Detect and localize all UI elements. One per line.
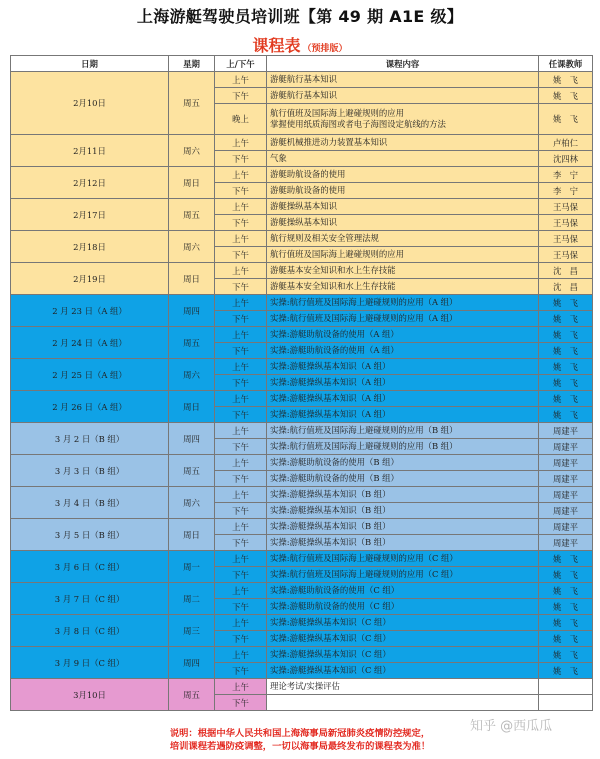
period-cell: 上午 (215, 423, 267, 439)
content-cell (267, 279, 539, 295)
content-line: 气象 (270, 153, 287, 163)
watermark: 知乎 @西瓜瓜 (470, 719, 553, 734)
date-cell: 3 月 8 日（C 组） (11, 615, 169, 647)
weekday-cell: 周日 (169, 391, 215, 423)
teacher-cell: 姚 飞 (539, 88, 593, 104)
teacher-cell: 姚 飞 (539, 391, 593, 407)
teacher-cell: 卢柏仁 (539, 135, 593, 151)
table-row (11, 295, 593, 311)
content-cell (267, 487, 539, 503)
content-line: 游艇基本安全知识和水上生存技能 (270, 265, 396, 275)
content-line: 实操:航行值班及国际海上避碰规则的应用（A 组） (270, 297, 458, 307)
content-line: 实操:航行值班及国际海上避碰规则的应用（A 组） (270, 313, 458, 323)
content-cell (267, 407, 539, 423)
period-cell: 下午 (215, 567, 267, 583)
content-cell (267, 231, 539, 247)
date-cell: 3月10日 (11, 679, 169, 711)
page-title: 上海游艇驾驶员培训班【第 49 期 A1E 级】 (136, 7, 464, 26)
weekday-cell: 周四 (169, 647, 215, 679)
period-cell: 上午 (215, 167, 267, 183)
period-cell: 下午 (215, 183, 267, 199)
table-row (11, 423, 593, 439)
table-row (11, 583, 593, 599)
teacher-cell: 姚 飞 (539, 647, 593, 663)
period-cell: 下午 (215, 247, 267, 263)
period-cell: 下午 (215, 439, 267, 455)
content-line: 游艇航行基本知识 (270, 74, 337, 84)
subtitle-text: 课程表 (252, 36, 301, 55)
content-cell (267, 567, 539, 583)
period-cell: 上午 (215, 647, 267, 663)
teacher-cell: 王马保 (539, 215, 593, 231)
teacher-cell: 姚 飞 (539, 583, 593, 599)
weekday-cell: 周六 (169, 135, 215, 167)
weekday-cell: 周六 (169, 487, 215, 519)
content-line: 游艇操纵基本知识 (270, 201, 337, 211)
teacher-cell: 周建平 (539, 439, 593, 455)
content-cell (267, 199, 539, 215)
period-cell: 上午 (215, 231, 267, 247)
date-cell: 2月19日 (11, 263, 169, 295)
content-cell (267, 88, 539, 104)
period-cell: 上午 (215, 199, 267, 215)
note-line-1: 说明：根据中华人民共和国上海海事局新冠肺炎疫情防控规定， (169, 728, 431, 739)
period-cell: 下午 (215, 88, 267, 104)
period-cell: 上午 (215, 487, 267, 503)
content-cell (267, 167, 539, 183)
period-cell: 下午 (215, 279, 267, 295)
date-cell: 2月17日 (11, 199, 169, 231)
footer-note (0, 727, 600, 753)
period-cell: 上午 (215, 359, 267, 375)
date-cell: 2月12日 (11, 167, 169, 199)
content-line: 实操:游艇操纵基本知识（C 组） (270, 649, 391, 659)
teacher-cell: 姚 飞 (539, 407, 593, 423)
table-row (11, 263, 593, 279)
date-cell: 3 月 5 日（B 组） (11, 519, 169, 551)
weekday-cell: 周五 (169, 199, 215, 231)
content-line: 实操:游艇操纵基本知识（B 组） (270, 489, 391, 499)
table-row (11, 231, 593, 247)
content-line: 实操:游艇助航设备的使用（B 组） (270, 457, 399, 467)
content-cell (267, 471, 539, 487)
date-cell: 3 月 3 日（B 组） (11, 455, 169, 487)
period-cell: 晚上 (215, 104, 267, 135)
content-cell (267, 503, 539, 519)
page-subtitle (0, 33, 600, 56)
content-line: 游艇航行基本知识 (270, 90, 337, 100)
content-line: 实操:航行值班及国际海上避碰规则的应用（B 组） (270, 441, 458, 451)
weekday-cell: 周二 (169, 583, 215, 615)
period-cell: 上午 (215, 551, 267, 567)
table-row (11, 327, 593, 343)
content-cell (267, 215, 539, 231)
period-cell: 上午 (215, 135, 267, 151)
period-cell: 上午 (215, 391, 267, 407)
content-line: 实操:游艇助航设备的使用（A 组） (270, 329, 399, 339)
content-line: 实操:游艇操纵基本知识（B 组） (270, 521, 391, 531)
period-cell: 下午 (215, 695, 267, 711)
period-cell: 上午 (215, 679, 267, 695)
header-date: 日期 (11, 56, 169, 72)
content-cell (267, 695, 539, 711)
period-cell: 下午 (215, 631, 267, 647)
header-content: 课程内容 (267, 56, 539, 72)
period-cell: 下午 (215, 503, 267, 519)
teacher-cell: 周建平 (539, 487, 593, 503)
subtitle-note: （预排版） (302, 44, 348, 54)
content-cell (267, 551, 539, 567)
content-line: 实操:游艇操纵基本知识（B 组） (270, 537, 391, 547)
course-table (10, 55, 593, 711)
table-row (11, 359, 593, 375)
period-cell: 上午 (215, 615, 267, 631)
table-row (11, 391, 593, 407)
teacher-cell (539, 679, 593, 695)
table-header-row (11, 56, 593, 72)
content-cell (267, 135, 539, 151)
teacher-cell: 姚 飞 (539, 375, 593, 391)
content-line: 实操:游艇操纵基本知识（B 组） (270, 505, 391, 515)
teacher-cell: 王马保 (539, 247, 593, 263)
teacher-cell: 姚 飞 (539, 72, 593, 88)
teacher-cell: 李 宁 (539, 183, 593, 199)
teacher-cell: 姚 飞 (539, 104, 593, 135)
date-cell: 2 月 23 日（A 组） (11, 295, 169, 327)
period-cell: 上午 (215, 295, 267, 311)
weekday-cell: 周六 (169, 231, 215, 263)
content-cell (267, 247, 539, 263)
content-line: 实操:游艇操纵基本知识（A 组） (270, 393, 391, 403)
teacher-cell: 周建平 (539, 519, 593, 535)
content-line: 游艇机械推进动力装置基本知识 (270, 137, 388, 147)
weekday-cell: 周六 (169, 359, 215, 391)
period-cell: 下午 (215, 311, 267, 327)
date-cell: 3 月 9 日（C 组） (11, 647, 169, 679)
teacher-cell: 沈四林 (539, 151, 593, 167)
teacher-cell: 姚 飞 (539, 631, 593, 647)
teacher-cell: 沈 昌 (539, 263, 593, 279)
period-cell: 上午 (215, 263, 267, 279)
content-line: 游艇助航设备的使用 (270, 185, 346, 195)
content-line: 实操:航行值班及国际海上避碰规则的应用（C 组） (270, 553, 458, 563)
date-cell: 2 月 25 日（A 组） (11, 359, 169, 391)
date-cell: 2月11日 (11, 135, 169, 167)
period-cell: 上午 (215, 455, 267, 471)
period-cell: 上午 (215, 327, 267, 343)
content-cell (267, 631, 539, 647)
content-cell (267, 615, 539, 631)
content-cell (267, 151, 539, 167)
table-row (11, 167, 593, 183)
content-line: 实操:游艇操纵基本知识（C 组） (270, 665, 391, 675)
teacher-cell: 周建平 (539, 535, 593, 551)
content-cell (267, 295, 539, 311)
table-row (11, 615, 593, 631)
content-cell (267, 455, 539, 471)
weekday-cell: 周五 (169, 72, 215, 135)
weekday-cell: 周日 (169, 167, 215, 199)
teacher-cell: 姚 飞 (539, 663, 593, 679)
content-cell (267, 519, 539, 535)
content-line: 游艇基本安全知识和水上生存技能 (270, 281, 396, 291)
date-cell: 3 月 4 日（B 组） (11, 487, 169, 519)
date-cell: 3 月 7 日（C 组） (11, 583, 169, 615)
table-row (11, 679, 593, 695)
content-line: 实操:游艇助航设备的使用（C 组） (270, 585, 400, 595)
teacher-cell: 姚 飞 (539, 343, 593, 359)
header-weekday: 星期 (169, 56, 215, 72)
teacher-cell: 姚 飞 (539, 599, 593, 615)
header-period: 上/下午 (215, 56, 267, 72)
period-cell: 上午 (215, 72, 267, 88)
period-cell: 上午 (215, 519, 267, 535)
teacher-cell: 姚 飞 (539, 311, 593, 327)
content-cell (267, 391, 539, 407)
date-cell: 3 月 2 日（B 组） (11, 423, 169, 455)
teacher-cell: 姚 飞 (539, 567, 593, 583)
date-cell: 2 月 24 日（A 组） (11, 327, 169, 359)
table-row (11, 135, 593, 151)
content-cell (267, 104, 539, 135)
period-cell: 下午 (215, 343, 267, 359)
teacher-cell: 周建平 (539, 455, 593, 471)
date-cell: 2月10日 (11, 72, 169, 135)
weekday-cell: 周五 (169, 327, 215, 359)
teacher-cell: 姚 飞 (539, 327, 593, 343)
teacher-cell: 李 宁 (539, 167, 593, 183)
content-line: 航行规则及相关安全管理法规 (270, 233, 379, 243)
table-row (11, 519, 593, 535)
date-cell: 2 月 26 日（A 组） (11, 391, 169, 423)
content-line: 实操:游艇助航设备的使用（C 组） (270, 601, 400, 611)
note-line-2: 培训课程若遇防疫调整，一切以海事局最终发布的课程表为准！ (169, 741, 431, 752)
teacher-cell: 沈 昌 (539, 279, 593, 295)
content-cell (267, 343, 539, 359)
table-row (11, 551, 593, 567)
teacher-cell: 姚 飞 (539, 615, 593, 631)
content-line: 实操:航行值班及国际海上避碰规则的应用（C 组） (270, 569, 458, 579)
content-line: 实操:游艇操纵基本知识（A 组） (270, 409, 391, 419)
content-line: 实操:游艇操纵基本知识（A 组） (270, 377, 391, 387)
weekday-cell: 周日 (169, 263, 215, 295)
table-row (11, 199, 593, 215)
content-cell (267, 439, 539, 455)
date-cell: 2月18日 (11, 231, 169, 263)
period-cell: 下午 (215, 151, 267, 167)
teacher-cell: 王马保 (539, 199, 593, 215)
content-cell (267, 583, 539, 599)
table-row (11, 455, 593, 471)
table-row (11, 72, 593, 88)
content-line: 理论考试/实操评估 (270, 681, 340, 691)
table-row (11, 487, 593, 503)
period-cell: 下午 (215, 471, 267, 487)
header-teacher: 任课教师 (539, 56, 593, 72)
content-cell (267, 375, 539, 391)
weekday-cell: 周四 (169, 423, 215, 455)
content-line: 航行值班及国际海上避碰规则的应用 (270, 249, 404, 259)
content-cell (267, 599, 539, 615)
content-cell (267, 647, 539, 663)
weekday-cell: 周五 (169, 455, 215, 487)
weekday-cell: 周三 (169, 615, 215, 647)
content-line: 实操:游艇操纵基本知识（C 组） (270, 633, 391, 643)
weekday-cell: 周五 (169, 679, 215, 711)
teacher-cell: 姚 飞 (539, 295, 593, 311)
period-cell: 下午 (215, 375, 267, 391)
period-cell: 下午 (215, 215, 267, 231)
content-line: 实操:游艇助航设备的使用（A 组） (270, 345, 399, 355)
content-cell (267, 72, 539, 88)
table-row (11, 647, 593, 663)
content-line: 实操:游艇助航设备的使用（B 组） (270, 473, 399, 483)
period-cell: 下午 (215, 663, 267, 679)
teacher-cell: 周建平 (539, 423, 593, 439)
content-line: 游艇操纵基本知识 (270, 217, 337, 227)
content-cell (267, 423, 539, 439)
table-body (11, 72, 593, 711)
period-cell: 上午 (215, 583, 267, 599)
date-cell: 3 月 6 日（C 组） (11, 551, 169, 583)
content-cell (267, 183, 539, 199)
teacher-cell: 周建平 (539, 471, 593, 487)
content-line: 实操:游艇操纵基本知识（A 组） (270, 361, 391, 371)
teacher-cell (539, 695, 593, 711)
content-line: 实操:游艇操纵基本知识（C 组） (270, 617, 391, 627)
content-cell (267, 263, 539, 279)
content-line: 掌握使用纸质海图或者电子海图设定航线的方法 (270, 119, 446, 129)
content-line: 游艇助航设备的使用 (270, 169, 346, 179)
teacher-cell: 王马保 (539, 231, 593, 247)
content-cell (267, 679, 539, 695)
teacher-cell: 姚 飞 (539, 359, 593, 375)
content-cell (267, 663, 539, 679)
content-cell (267, 359, 539, 375)
teacher-cell: 姚 飞 (539, 551, 593, 567)
period-cell: 下午 (215, 535, 267, 551)
teacher-cell: 周建平 (539, 503, 593, 519)
content-line: 航行值班及国际海上避碰规则的应用 (270, 108, 404, 118)
content-cell (267, 311, 539, 327)
weekday-cell: 周一 (169, 551, 215, 583)
period-cell: 下午 (215, 599, 267, 615)
content-cell (267, 535, 539, 551)
period-cell: 下午 (215, 407, 267, 423)
content-line: 实操:航行值班及国际海上避碰规则的应用（B 组） (270, 425, 458, 435)
content-cell (267, 327, 539, 343)
weekday-cell: 周四 (169, 295, 215, 327)
weekday-cell: 周日 (169, 519, 215, 551)
